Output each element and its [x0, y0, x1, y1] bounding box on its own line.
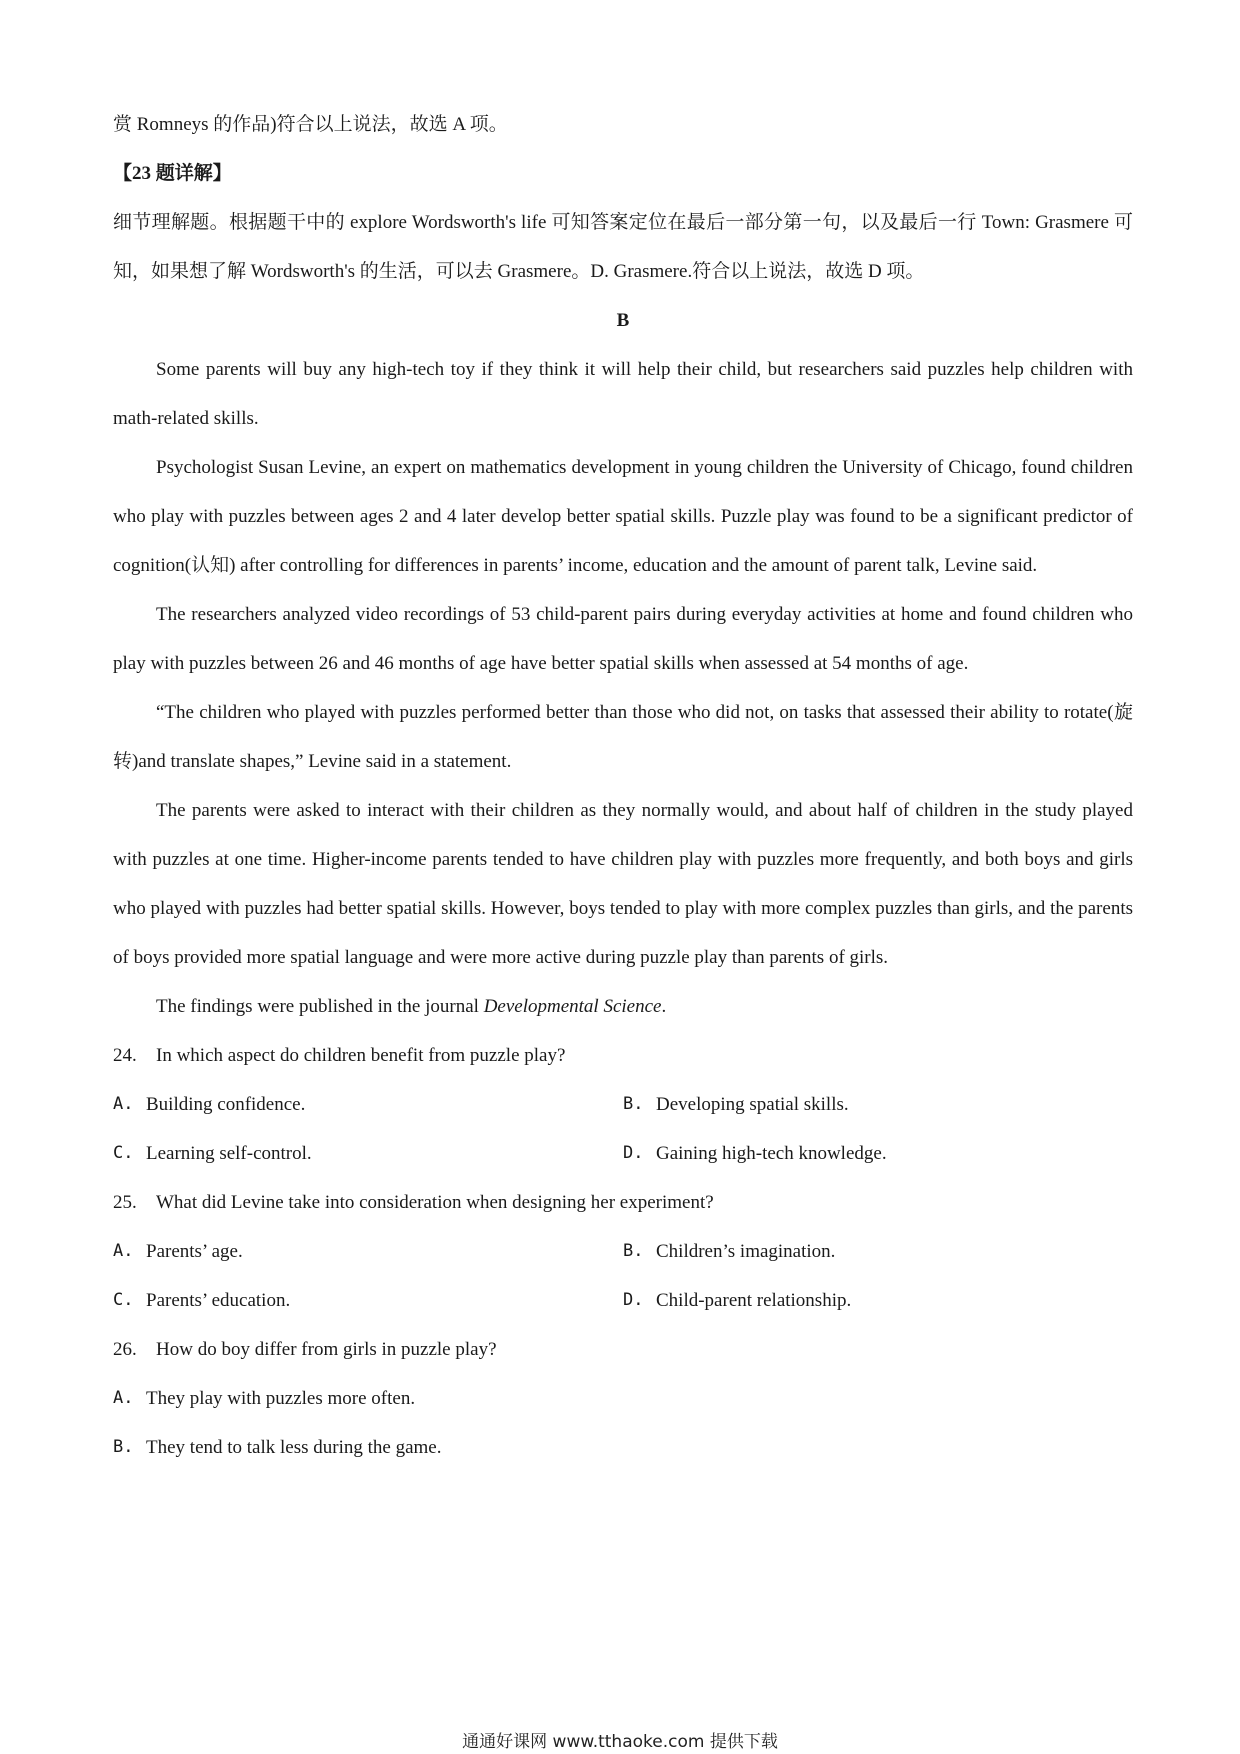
passage-paragraph-5: The parents were asked to interact with their children as they normally would, and about half of children in the study played with puzzles at one time. Higher-income parents tended to have children play with puzzles more frequently, and both boys and girls who played with puzzles had better spatial skills. However, boys tended to play with more complex puzzles than girls, and the parents of boys provided more spatial language and were more active during puzzle play than parents of girls.	[113, 800, 1133, 968]
option-25-a[interactable]	[113, 1227, 623, 1276]
option-letter: A.	[113, 1094, 134, 1114]
option-25-d[interactable]	[623, 1276, 1133, 1325]
option-letter: C.	[113, 1290, 134, 1310]
journal-title: Developmental Science	[483, 996, 662, 1017]
question-text: How do boy differ from girls in puzzle play?	[156, 1339, 497, 1360]
option-letter: A.	[113, 1388, 134, 1408]
option-letter: B.	[623, 1094, 644, 1114]
section-label: B	[616, 310, 630, 331]
option-text: They tend to talk less during the game.	[146, 1437, 442, 1458]
passage-paragraph-1: Some parents will buy any high-tech toy if they think it will help their child, but researchers said puzzles help children with math-related skills.	[113, 359, 1133, 429]
option-24-c[interactable]	[113, 1129, 623, 1178]
option-text: Gaining high-tech knowledge.	[656, 1143, 887, 1164]
passage-paragraph-6	[113, 982, 1133, 1031]
option-25-c[interactable]	[113, 1276, 623, 1325]
option-text: Building confidence.	[146, 1094, 306, 1115]
options-row	[113, 1080, 1133, 1129]
option-text: Developing spatial skills.	[656, 1094, 849, 1115]
option-26-b[interactable]	[113, 1423, 1133, 1472]
question-text: In which aspect do children benefit from puzzle play?	[156, 1045, 566, 1066]
options-row	[113, 1374, 1133, 1423]
option-text: They play with puzzles more often.	[146, 1388, 416, 1409]
prev-explanation-line: 赏 Romneys 的作品)符合以上说法，故选 A 项。	[113, 114, 508, 135]
option-text: Parents’ age.	[146, 1241, 243, 1262]
question-number: 26.	[113, 1339, 137, 1360]
option-letter: A.	[113, 1241, 134, 1261]
option-25-b[interactable]	[623, 1227, 1133, 1276]
passage-paragraph-4: “The children who played with puzzles performed better than those who did not, on tasks that assessed their ability to rotate(旋转)and translate shapes,” Levine said in a statement.	[113, 702, 1133, 772]
options-row	[113, 1129, 1133, 1178]
options-row	[113, 1276, 1133, 1325]
question-25	[113, 1178, 1133, 1227]
option-text: Parents’ education.	[146, 1290, 291, 1311]
question-text: What did Levine take into consideration when designing her experiment?	[156, 1192, 714, 1213]
option-text: Child-parent relationship.	[656, 1290, 852, 1311]
option-text: Children’s imagination.	[656, 1241, 836, 1262]
option-letter: D.	[623, 1290, 644, 1310]
explanation-body: 细节理解题。根据题干中的 explore Wordsworth's life 可知答案定位在最后一部分第一句，以及最后一行 Town: Grasmere 可知，如果想了解 Wordsworth's 的生活，可以去 Grasmere。D. Grasmere.符合以上说法，故选 D 项。	[113, 212, 1133, 282]
journal-sentence-end: .	[661, 996, 667, 1017]
explanation-heading: 【23 题详解】	[113, 163, 232, 184]
document-page	[113, 100, 1133, 1472]
option-letter: B.	[623, 1241, 644, 1261]
option-26-a[interactable]	[113, 1374, 1133, 1423]
option-24-b[interactable]	[623, 1080, 1133, 1129]
option-text: Learning self-control.	[146, 1143, 312, 1164]
options-row	[113, 1423, 1133, 1472]
question-number: 24.	[113, 1045, 137, 1066]
option-letter: B.	[113, 1437, 134, 1457]
passage-paragraph-3: The researchers analyzed video recordings of 53 child-parent pairs during everyday activities at home and found children who play with puzzles between 26 and 46 months of age have better spatial skills when assessed at 54 months of age.	[113, 604, 1133, 674]
options-row	[113, 1227, 1133, 1276]
question-24	[113, 1031, 1133, 1080]
journal-sentence: The findings were published in the journal	[156, 996, 484, 1017]
option-24-d[interactable]	[623, 1129, 1133, 1178]
option-letter: C.	[113, 1143, 134, 1163]
passage-paragraph-2: Psychologist Susan Levine, an expert on mathematics development in young children the University of Chicago, found children who play with puzzles between ages 2 and 4 later develop better spatial skills. Puzzle play was found to be a significant predictor of cognition(认知) after controlling for differences in parents’ income, education and the amount of parent talk, Levine said.	[113, 457, 1133, 576]
page-footer: 通通好课网 www.tthaoke.com 提供下载	[462, 1732, 778, 1752]
option-letter: D.	[623, 1143, 644, 1163]
question-number: 25.	[113, 1192, 137, 1213]
question-26	[113, 1325, 1133, 1374]
option-24-a[interactable]	[113, 1080, 623, 1129]
